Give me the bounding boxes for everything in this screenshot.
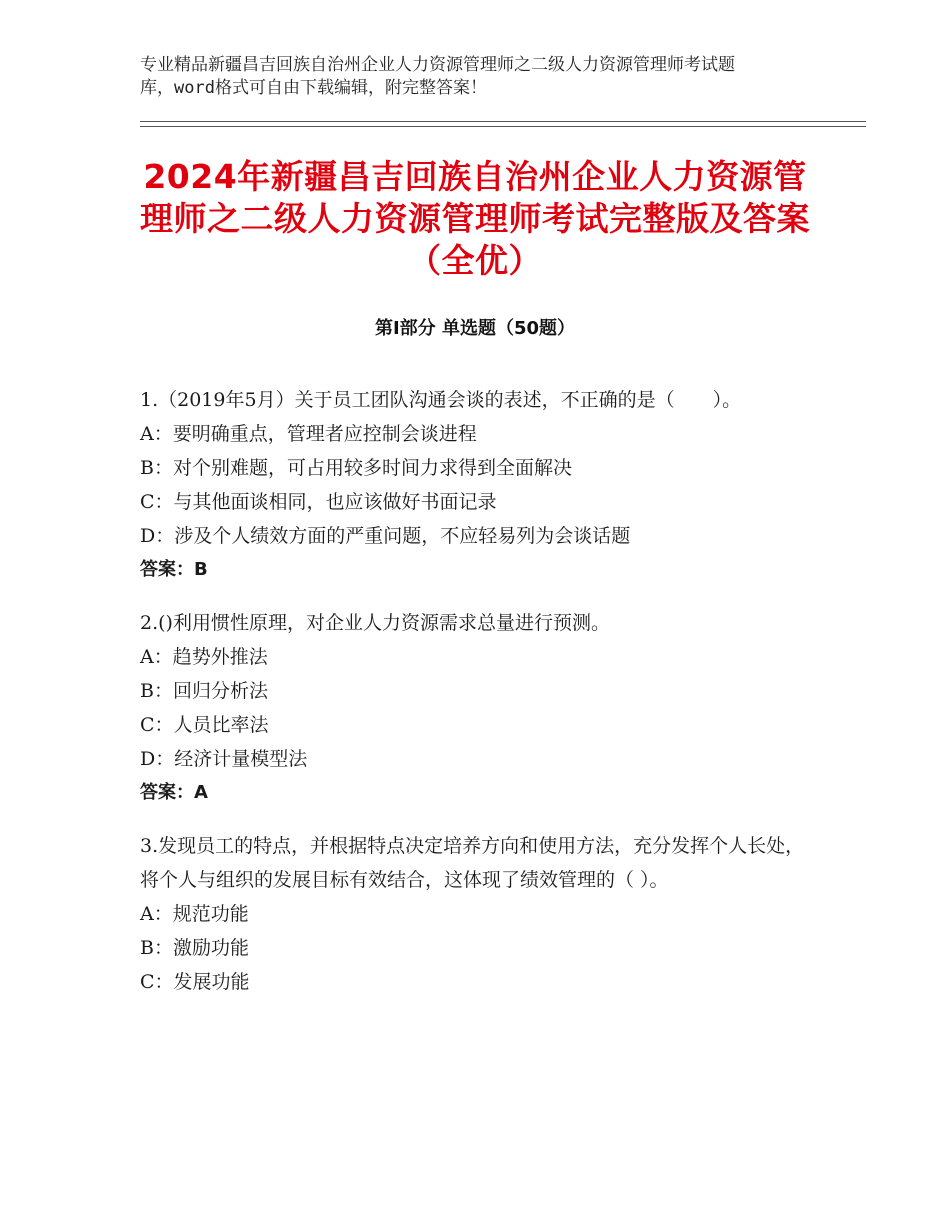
question-option: D：经济计量模型法 (140, 748, 308, 770)
question-item (140, 383, 820, 587)
header-note-line: 库，word格式可自由下载编辑，附完整答案！ (140, 78, 487, 98)
header-note (140, 54, 800, 100)
question-option: B：回归分析法 (140, 680, 268, 702)
question-stem: 3.发现员工的特点，并根据特点决定培养方向和使用方法，充分发挥个人长处，将个人与组织的发展目标有效结合，这体现了绩效管理的（ ）。 (140, 835, 805, 891)
question-stem: 2.()利用惯性原理，对企业人力资源需求总量进行预测。 (140, 612, 610, 634)
question-list (140, 383, 820, 1018)
section-title: 第Ⅰ部分 单选题（50题） (374, 318, 575, 339)
document-title: 2024年新疆昌吉回族自治州企业人力资源管理师之二级人力资源管理师考试完整版及答案（全优） (140, 157, 810, 280)
question-option: D：涉及个人绩效方面的严重问题，不应轻易列为会谈话题 (140, 525, 631, 547)
header-divider (140, 121, 866, 122)
question-option: B：激励功能 (140, 937, 249, 959)
question-answer: 答案：B (140, 559, 208, 580)
question-option: C：与其他面谈相同，也应该做好书面记录 (140, 491, 497, 513)
question-item (140, 606, 820, 810)
question-option: A：要明确重点，管理者应控制会谈进程 (140, 423, 477, 445)
header-note-line: 专业精品新疆昌吉回族自治州企业人力资源管理师之二级人力资源管理师考试题 (140, 55, 735, 75)
question-option: A：趋势外推法 (140, 646, 268, 668)
question-stem: 1.（2019年5月）关于员工团队沟通会谈的表述，不正确的是（ ）。 (140, 389, 742, 411)
question-answer: 答案：A (140, 782, 208, 803)
question-item (140, 829, 820, 999)
header-divider (140, 126, 866, 127)
question-option: C：人员比率法 (140, 714, 269, 736)
question-option: C：发展功能 (140, 971, 250, 993)
question-option: A：规范功能 (140, 903, 249, 925)
question-option: B：对个别难题，可占用较多时间力求得到全面解决 (140, 457, 572, 479)
